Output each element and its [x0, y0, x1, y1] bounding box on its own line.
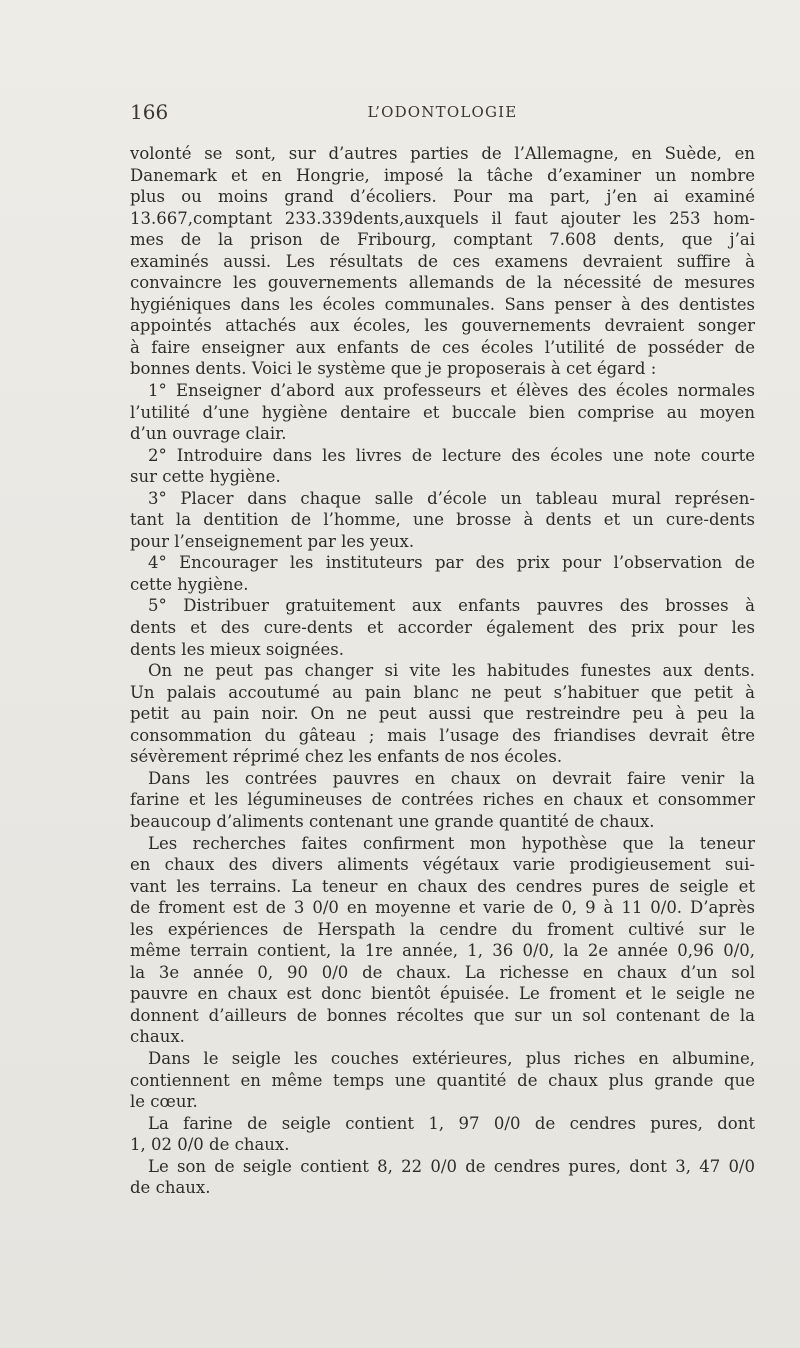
text-line: Le son de seigle contient 8, 22 0/0 de cendres pures, dont 3, 47 0/0: [148, 1156, 755, 1176]
text-line: chaux.: [130, 1027, 185, 1047]
page-number: 166: [130, 100, 169, 124]
body-text: [130, 143, 755, 1199]
text-line: pauvre en chaux est donc bientôt épuisée. Le froment et le seigle ne: [130, 984, 755, 1004]
text-line: farine et les légumineuses de contrées riches en chaux et consommer: [130, 790, 755, 810]
text-line: convaincre les gouvernements allemands de la nécessité de mesures: [130, 273, 755, 293]
text-line: Un palais accoutumé au pain blanc ne peut s’habituer que petit à: [130, 682, 755, 702]
text-line: On ne peut pas changer si vite les habitudes funestes aux dents.: [148, 661, 755, 681]
text-line: Danemark et en Hongrie, imposé la tâche d’examiner un nombre: [130, 165, 755, 185]
text-line: d’un ouvrage clair.: [130, 424, 287, 444]
text-line: l’utilité d’une hygiène dentaire et buccale bien comprise au moyen: [130, 402, 755, 422]
text-line: petit au pain noir. On ne peut aussi que restreindre peu à peu la: [130, 704, 755, 724]
text-line: cette hygiène.: [130, 574, 249, 594]
text-line: pour l’enseignement par les yeux.: [130, 531, 415, 551]
text-line: vant les terrains. La teneur en chaux des cendres pures de seigle et: [130, 876, 755, 896]
text-line: dents les mieux soignées.: [130, 639, 345, 659]
text-line: tant la dentition de l’homme, une brosse à dents et un cure-dents: [130, 510, 755, 530]
text-line: de froment est de 3 0/0 en moyenne et varie de 0, 9 à 11 0/0. D’après: [130, 898, 755, 918]
text-line: 3° Placer dans chaque salle d’école un tableau mural représen-: [148, 488, 755, 508]
text-line: sur cette hygiène.: [130, 467, 281, 487]
text-line: même terrain contient, la 1re année, 1, 36 0/0, la 2e année 0,96 0/0,: [130, 941, 755, 961]
text-line: 1, 02 0/0 de chaux.: [130, 1135, 290, 1155]
text-line: les expériences de Herspath la cendre du froment cultivé sur le: [130, 919, 755, 939]
text-line: La farine de seigle contient 1, 97 0/0 de cendres pures, dont: [148, 1113, 755, 1133]
text-line: le cœur.: [130, 1092, 198, 1112]
text-line: plus ou moins grand d’écoliers. Pour ma part, j’en ai examiné: [130, 187, 755, 207]
text-line: bonnes dents. Voici le système que je proposerais à cet égard :: [130, 359, 657, 379]
text-line: hygiéniques dans les écoles communales. Sans penser à des dentistes: [130, 294, 755, 314]
text-line: donnent d’ailleurs de bonnes récoltes que sur un sol contenant de la: [130, 1005, 755, 1025]
text-line: 5° Distribuer gratuitement aux enfants pauvres des brosses à: [148, 596, 755, 616]
text-line: examinés aussi. Les résultats de ces examens devraient suffire à: [130, 251, 755, 271]
text-line: mes de la prison de Fribourg, comptant 7.608 dents, que j’ai: [130, 230, 755, 250]
text-line: Les recherches faites confirment mon hypothèse que la teneur: [148, 833, 755, 853]
text-line: sévèrement réprimé chez les enfants de nos écoles.: [130, 747, 563, 767]
text-line: de chaux.: [130, 1178, 211, 1198]
text-line: 4° Encourager les instituteurs par des prix pour l’observation de: [148, 553, 755, 573]
running-head: L’ODONTOLOGIE: [367, 103, 518, 121]
text-line: 13.667,comptant 233.339dents,auxquels il faut ajouter les 253 hom-: [130, 208, 755, 228]
text-line: 2° Introduire dans les livres de lecture des écoles une note courte: [148, 445, 755, 465]
text-line: consommation du gâteau ; mais l’usage des friandises devrait être: [130, 725, 755, 745]
page-header: [130, 100, 755, 130]
text-line: à faire enseigner aux enfants de ces écoles l’utilité de posséder de: [130, 337, 755, 357]
text-line: dents et des cure-dents et accorder également des prix pour les: [130, 618, 755, 638]
text-line: la 3e année 0, 90 0/0 de chaux. La richesse en chaux d’un sol: [130, 962, 755, 982]
text-line: Dans le seigle les couches extérieures, plus riches en albumine,: [148, 1048, 755, 1068]
text-line: contiennent en même temps une quantité de chaux plus grande que: [130, 1070, 755, 1090]
text-line: en chaux des divers aliments végétaux varie prodigieusement sui-: [130, 855, 755, 875]
text-line: 1° Enseigner d’abord aux professeurs et élèves des écoles normales: [148, 381, 755, 401]
text-line: beaucoup d’aliments contenant une grande quantité de chaux.: [130, 811, 655, 831]
text-line: Dans les contrées pauvres en chaux on devrait faire venir la: [148, 768, 755, 788]
text-line: volonté se sont, sur d’autres parties de l’Allemagne, en Suède, en: [130, 144, 755, 163]
text-line: appointés attachés aux écoles, les gouvernements devraient songer: [130, 316, 755, 336]
